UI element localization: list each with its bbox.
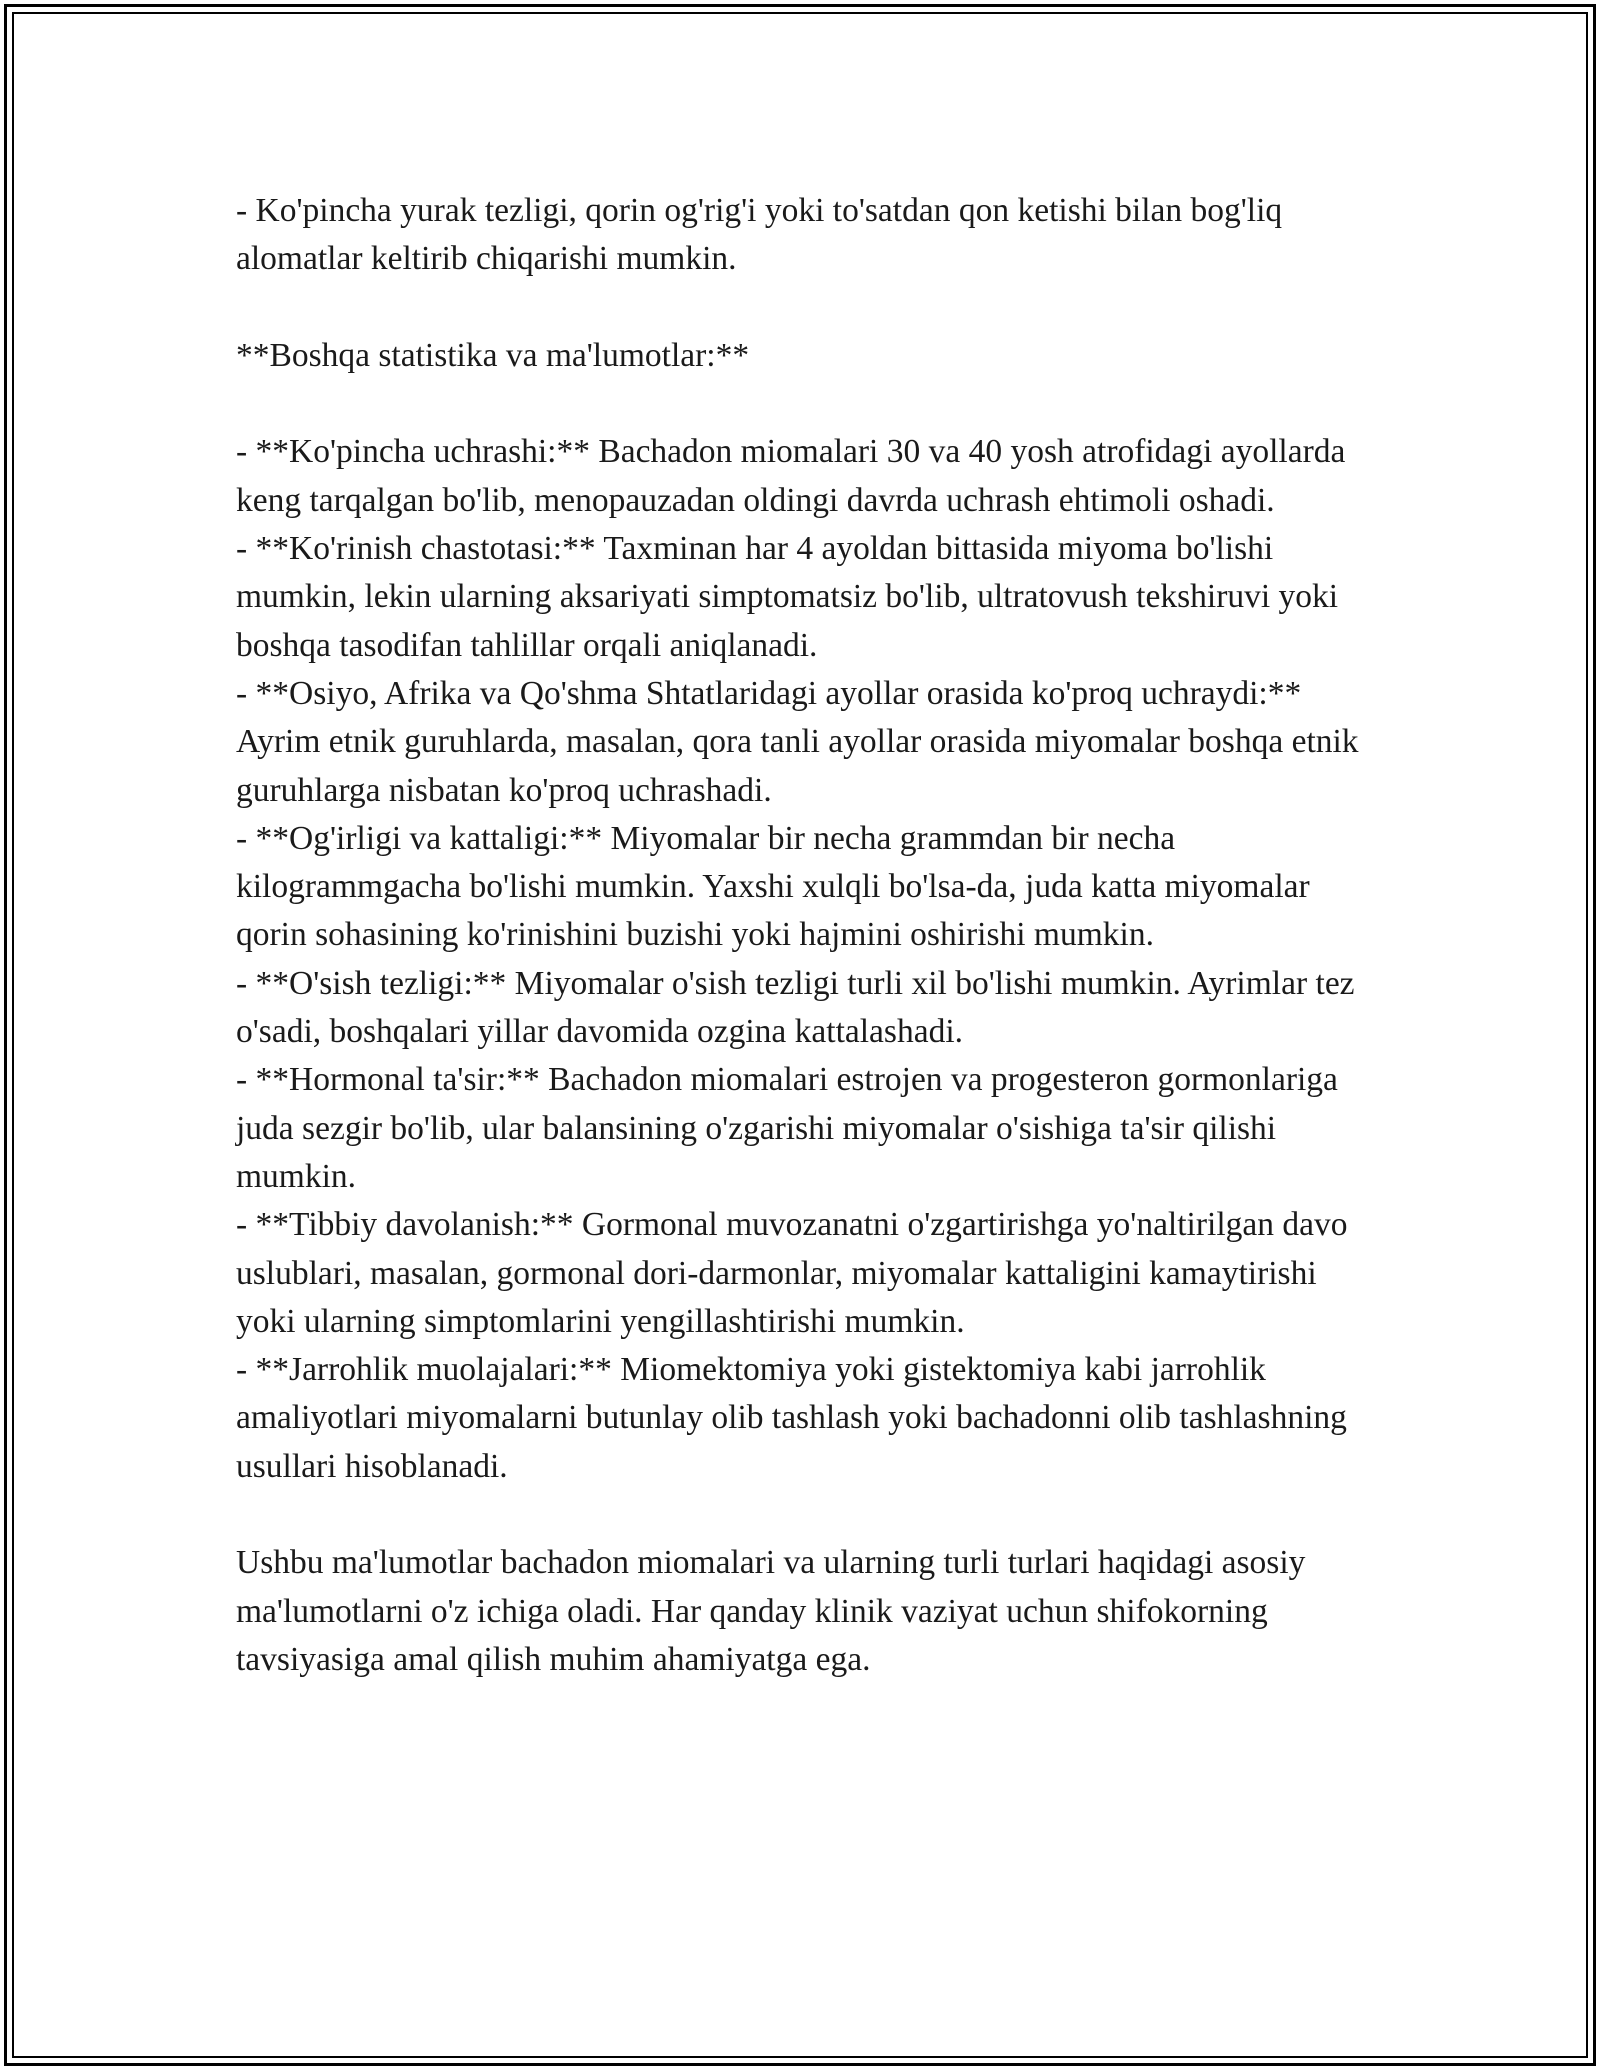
- paragraph-gap: [236, 284, 1376, 332]
- list-item: - **Tibbiy davolanish:** Gormonal muvozanatni o'zgartirishga yo'naltirilgan davo uslublari, masalan, gormonal dori-darmonlar, miyomalar kattaligini kamaytirishi yoki ularning simptomlarini yengillashtirishi mumkin.: [236, 1206, 1348, 1340]
- list-item: - **O'sish tezligi:** Miyomalar o'sish tezligi turli xil bo'lishi mumkin. Ayrimlar tez o'sadi, boshqalari yillar davomida ozgina kattalashadi.: [236, 964, 1355, 1051]
- conclusion-paragraph: Ushbu ma'lumotlar bachadon miomalari va ularning turli turlari haqidagi asosiy ma'lumotlarni o'z ichiga oladi. Har qanday klinik vaziyat uchun shifokorning tavsiyasiga amal qilish muhim ahamiyatga ega.: [236, 1544, 1306, 1678]
- paragraph-gap: [236, 380, 1376, 428]
- list-item: - **Hormonal ta'sir:** Bachadon miomalari estrojen va progesteron gormonlariga juda sezgir bo'lib, ular balansining o'zgarishi miyomalar o'sishiga ta'sir qilishi mumkin.: [236, 1061, 1338, 1195]
- list-item: - **Ko'pincha uchrashi:** Bachadon miomalari 30 va 40 yosh atrofidagi ayollarda keng tarqalgan bo'lib, menopauzadan oldingi davrda uchrash ehtimoli oshadi.: [236, 433, 1346, 519]
- intro-paragraph: - Ko'pincha yurak tezligi, qorin og'rig'i yoki to'satdan qon ketishi bilan bog'liq alomatlar keltirib chiqarishi mumkin.: [236, 192, 1283, 278]
- list-item: - **Ko'rinish chastotasi:** Taxminan har 4 ayoldan bittasida miyoma bo'lishi mumkin, lekin ularning aksariyati simptomatsiz bo'lib, ultratovush tekshiruvi yoki boshqa tasodifan tahlillar orqali aniqlanadi.: [236, 530, 1339, 664]
- paragraph-gap: [236, 1491, 1376, 1539]
- section-heading: **Boshqa statistika va ma'lumotlar:**: [236, 336, 750, 374]
- document-body: [236, 187, 1376, 1684]
- list-item: - **Jarrohlik muolajalari:** Miomektomiya yoki gistektomiya kabi jarrohlik amaliyotlari miyomalarni butunlay olib tashlash yoki bachadonni olib tashlashning usullari hisoblanadi.: [236, 1351, 1347, 1485]
- list-item: - **Og'irligi va kattaligi:** Miyomalar bir necha grammdan bir necha kilogrammgacha bo'lishi mumkin. Yaxshi xulqli bo'lsa-da, juda katta miyomalar qorin sohasining ko'rinishini buzishi yoki hajmini oshirishi mumkin.: [236, 819, 1310, 954]
- list-item: - **Osiyo, Afrika va Qo'shma Shtatlaridagi ayollar orasida ko'proq uchraydi:** Ayrim etnik guruhlarda, masalan, qora tanli ayollar orasida miyomalar boshqa etnik guruhlarga nisbatan ko'proq uchrashadi.: [236, 674, 1359, 809]
